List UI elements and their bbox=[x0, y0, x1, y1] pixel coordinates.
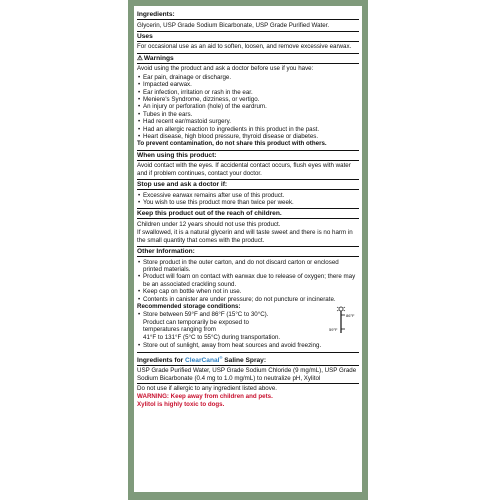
when-using-section bbox=[137, 150, 359, 177]
stop-use-section bbox=[137, 179, 359, 206]
list-item: • Heart disease, high blood pressure, thyroid disease or diabetes. bbox=[137, 133, 359, 140]
brand-name: ClearCanal bbox=[185, 356, 220, 364]
children-text-swallowed: If swallowed, it is a natural glycerin and will taste sweet and there is no harm in the small quantity that comes with the product. bbox=[137, 229, 353, 244]
warnings-heading: Warnings bbox=[143, 54, 174, 62]
other-info-list bbox=[137, 259, 359, 303]
thermo-low-label: 59°F bbox=[329, 327, 338, 333]
when-using-heading: When using this product: bbox=[137, 152, 359, 161]
ingredients-text: Glycerin, USP Grade Sodium Bicarbonate, USP Grade Purified Water. bbox=[137, 21, 330, 29]
storage-range-text: Store between 59°F and 86°F (15°C to 30°C). bbox=[143, 311, 269, 319]
saline-heading-prefix: Ingredients for bbox=[137, 356, 184, 364]
warnings-header bbox=[137, 55, 359, 64]
list-item: • Store product in the outer carton, and do not discard carton or enclosed printed materials. bbox=[137, 259, 359, 274]
other-info-section bbox=[137, 246, 359, 349]
list-item: • Impacted earwax. bbox=[137, 81, 359, 88]
storage-list-2 bbox=[137, 342, 359, 349]
storage-list bbox=[137, 311, 359, 333]
storage-transport-text: 41°F to 131°F (5°C to 55°C) during transportation. bbox=[143, 333, 281, 341]
list-item: • Product will foam on contact with earwax due to release of oxygen; there may be an associated crackling sound. bbox=[137, 273, 359, 288]
list-item: • Had recent ear/mastoid surgery. bbox=[137, 118, 359, 125]
thermo-high-label: 86°F bbox=[346, 313, 355, 319]
when-using-text: Avoid contact with the eyes. If accidental contact occurs, flush eyes with water and if problem continues, contact your doctor. bbox=[137, 162, 351, 177]
list-item: • Had an allergic reaction to ingredients in this product in the past. bbox=[137, 126, 359, 133]
registered-mark: ® bbox=[219, 354, 223, 360]
children-section bbox=[137, 208, 359, 244]
contamination-warning: To prevent contamination, do not share this product with others. bbox=[137, 140, 327, 148]
children-heading: Keep this product out of the reach of children. bbox=[137, 210, 359, 219]
saline-ingredients-text: USP Grade Purified Water, USP Grade Sodium Chloride (9 mg/mL), USP Grade Sodium Bicarbonate (0.4 mg to 1.0 mg/mL) to neutralize pH, Xylitol bbox=[137, 367, 359, 384]
warning-triangle-icon: ⚠ bbox=[137, 54, 143, 62]
list-item: • Excessive earwax remains after use of this product. bbox=[137, 192, 359, 199]
list-item: • Meniere's Syndrome, dizziness, or vertigo. bbox=[137, 96, 359, 103]
ingredients-section bbox=[137, 10, 359, 29]
drug-facts-panel bbox=[134, 6, 362, 492]
stop-use-heading: Stop use and ask a doctor if: bbox=[137, 181, 359, 190]
pets-warning: WARNING: Keep away from children and pets. bbox=[137, 393, 273, 401]
saline-heading bbox=[137, 354, 359, 366]
storage-exposure-text: Product can temporarily be exposed to bbox=[143, 318, 249, 326]
uses-section bbox=[137, 31, 359, 51]
warnings-section bbox=[137, 53, 359, 148]
storage-ranging-text: temperatures ranging from bbox=[143, 326, 216, 334]
list-item: • Tubes in the ears. bbox=[137, 111, 359, 118]
children-text-age: Children under 12 years should not use this product. bbox=[137, 220, 281, 228]
warnings-list bbox=[137, 74, 359, 141]
storage-block bbox=[137, 303, 359, 349]
storage-heading: Recommended storage conditions: bbox=[137, 303, 241, 311]
stop-use-list bbox=[137, 192, 359, 207]
list-item: • Contents in canister are under pressure; do not puncture or incinerate. bbox=[137, 296, 359, 303]
uses-text: For occasional use as an aid to soften, loosen, and remove excessive earwax. bbox=[137, 43, 352, 51]
allergy-text: Do not use if allergic to any ingredient listed above. bbox=[137, 385, 277, 392]
ingredients-heading: Ingredients: bbox=[137, 11, 359, 20]
other-info-heading: Other Information: bbox=[137, 248, 359, 257]
list-item: • Ear pain, drainage or discharge. bbox=[137, 74, 359, 81]
list-item: • An injury or perforation (hole) of the eardrum. bbox=[137, 103, 359, 110]
list-item bbox=[137, 311, 359, 333]
saline-section bbox=[137, 352, 359, 409]
list-item: • Ear infection, irritation or rash in the ear. bbox=[137, 89, 359, 96]
xylitol-warning: Xylitol is highly toxic to dogs. bbox=[137, 400, 225, 408]
list-item: • Store out of sunlight, away from heat sources and avoid freezing. bbox=[137, 342, 359, 349]
uses-heading: Uses bbox=[137, 33, 359, 42]
list-item: • You wish to use this product more than twice per week. bbox=[137, 199, 359, 206]
list-item: • Keep cap on bottle when not in use. bbox=[137, 288, 359, 295]
saline-heading-suffix: Saline Spray: bbox=[224, 356, 267, 364]
warnings-intro: Avoid using the product and ask a doctor before use if you have: bbox=[137, 65, 314, 73]
